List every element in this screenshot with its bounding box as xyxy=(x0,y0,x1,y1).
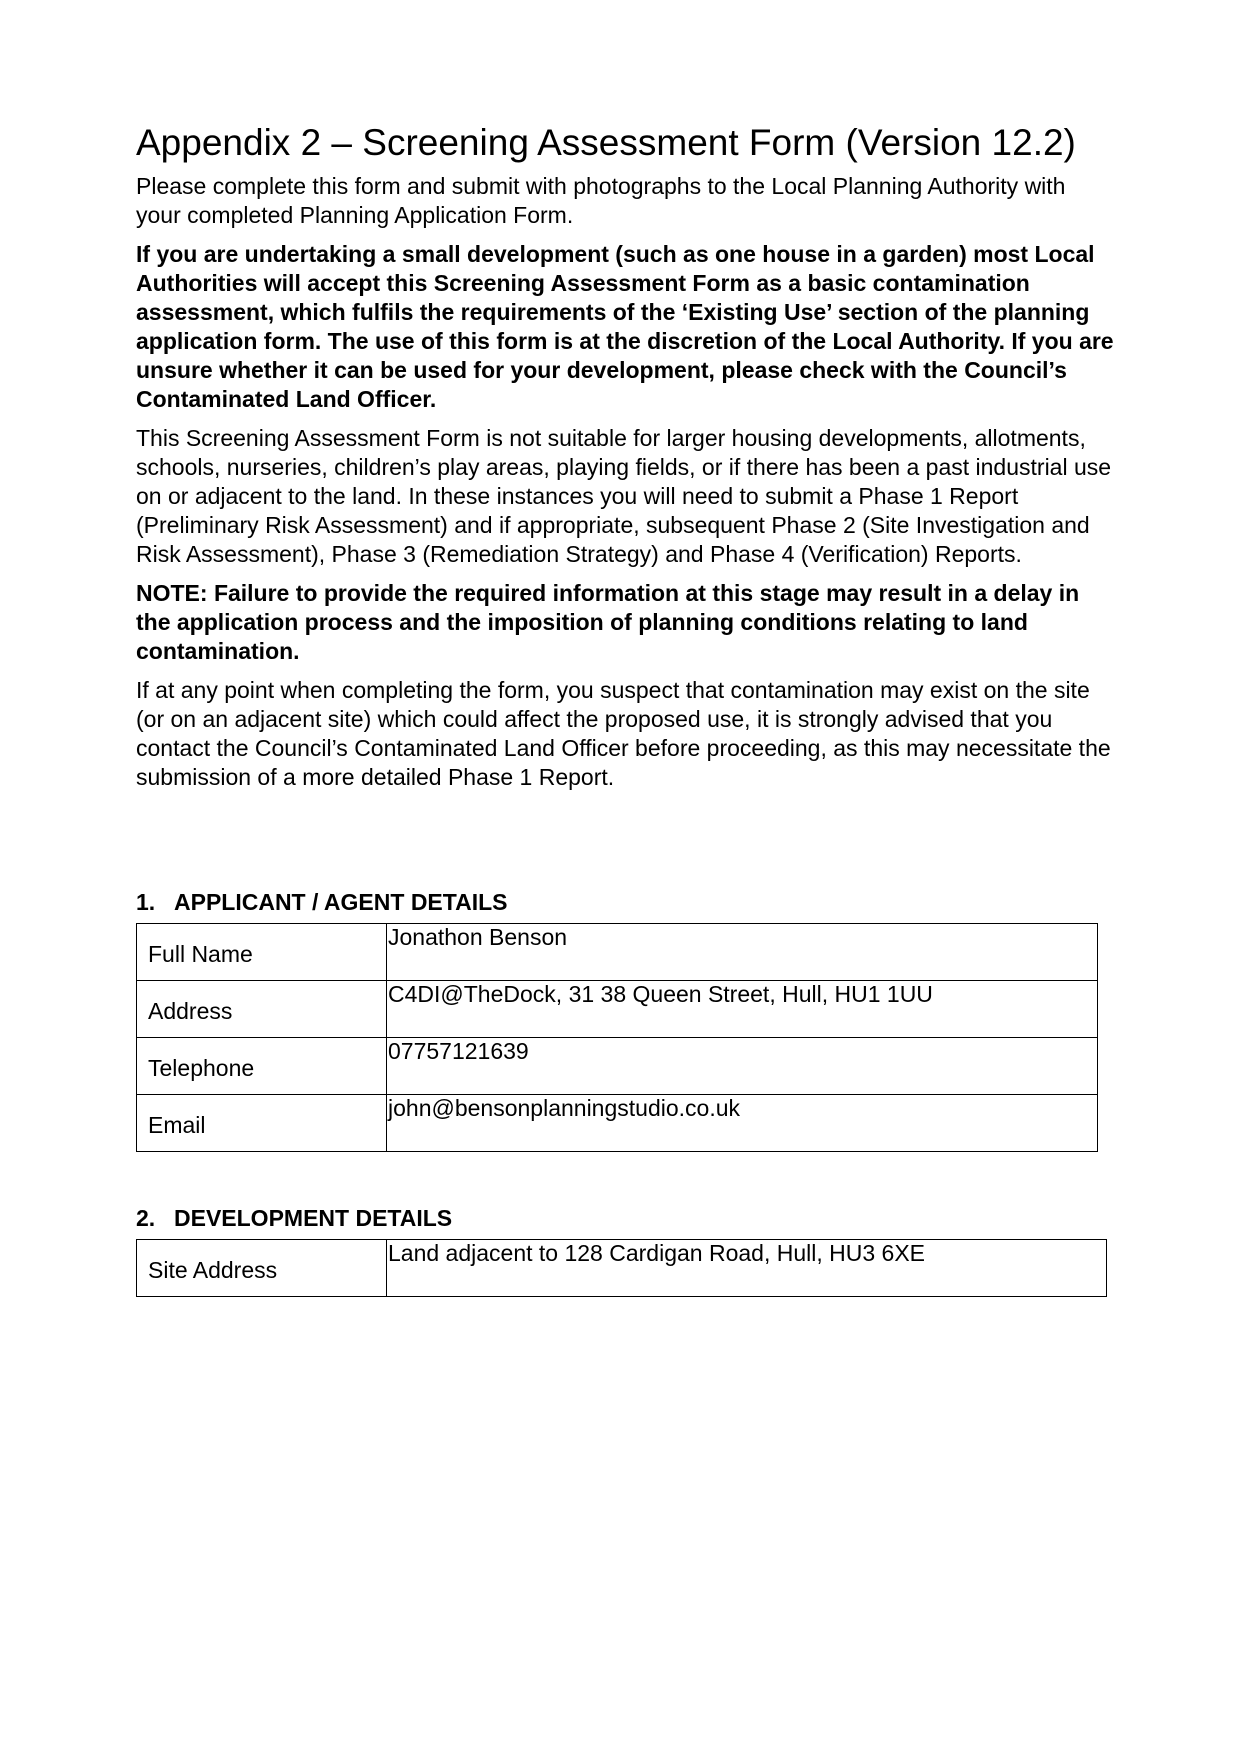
table-row xyxy=(137,1038,1098,1095)
address-field[interactable]: C4DI@TheDock, 31 38 Queen Street, Hull, HU1 1UU xyxy=(387,981,1098,1038)
telephone-label: Telephone xyxy=(137,1038,387,1095)
development-details-table xyxy=(136,1239,1107,1297)
section-heading xyxy=(136,1204,1107,1233)
section-title: APPLICANT / AGENT DETAILS xyxy=(174,889,508,915)
section-heading xyxy=(136,888,1098,917)
table-row xyxy=(137,1240,1107,1297)
email-label: Email xyxy=(137,1095,387,1152)
section-number: 1. xyxy=(136,889,156,915)
intro-paragraph: Please complete this form and submit with photographs to the Local Planning Authority with your completed Planning Application Form. xyxy=(136,173,1066,228)
development-details-section xyxy=(136,1204,1107,1297)
small-development-notice: If you are undertaking a small development (such as one house in a garden) most Local Authorities will accept this Screening Assessment Form as a basic contamination assessment, which fulfils the requirements of the ‘Existing Use’ section of the planning application form. The use of this form is at the discretion of the Local Authority. If you are unsure whether it can be used for your development, please check with the Council’s Contaminated Land Officer. xyxy=(136,241,1114,412)
page-title: Appendix 2 – Screening Assessment Form (Version 12.2) xyxy=(136,122,1076,163)
form-page xyxy=(136,122,1116,1283)
table-row xyxy=(137,1095,1098,1152)
advice-paragraph: If at any point when completing the form, you suspect that contamination may exist on the site (or on an adjacent site) which could affect the proposed use, it is strongly advised that you contact the Council’s Contaminated Land Officer before proceeding, as this may necessitate the submission of a more detailed Phase 1 Report. xyxy=(136,677,1111,790)
email-field[interactable]: john@bensonplanningstudio.co.uk xyxy=(387,1095,1098,1152)
table-row xyxy=(137,981,1098,1038)
section-title: DEVELOPMENT DETAILS xyxy=(174,1205,453,1231)
note-paragraph: NOTE: Failure to provide the required information at this stage may result in a delay in the application process and the imposition of planning conditions relating to land contamination. xyxy=(136,580,1080,664)
full-name-field[interactable]: Jonathon Benson xyxy=(387,924,1098,981)
site-address-field[interactable]: Land adjacent to 128 Cardigan Road, Hull, HU3 6XE xyxy=(387,1240,1107,1297)
applicant-agent-section xyxy=(136,888,1098,1152)
full-name-label: Full Name xyxy=(137,924,387,981)
table-row xyxy=(137,924,1098,981)
telephone-field[interactable]: 07757121639 xyxy=(387,1038,1098,1095)
applicant-details-table xyxy=(136,923,1098,1152)
site-address-label: Site Address xyxy=(137,1240,387,1297)
section-number: 2. xyxy=(136,1205,156,1231)
address-label: Address xyxy=(137,981,387,1038)
unsuitable-paragraph: This Screening Assessment Form is not suitable for larger housing developments, allotments, schools, nurseries, children’s play areas, playing fields, or if there has been a past industrial use on or adjacent to the land. In these instances you will need to submit a Phase 1 Report (Preliminary Risk Assessment) and if appropriate, subsequent Phase 2 (Site Investigation and Risk Assessment), Phase 3 (Remediation Strategy) and Phase 4 (Verification) Reports. xyxy=(136,425,1112,567)
